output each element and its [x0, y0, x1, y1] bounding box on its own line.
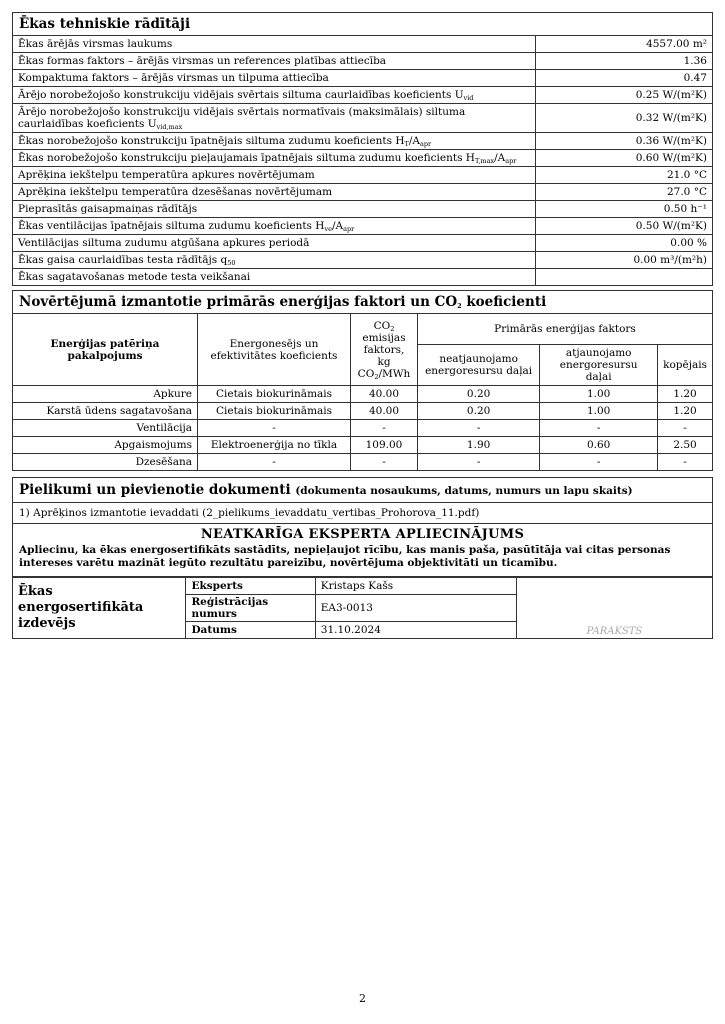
- date-label: Datums: [186, 622, 315, 639]
- attachment-item: 1) Aprēķinos izmantotie ievaddati (2_pielikums_ievaddatu_vertibas_Prohorova_11.pdf): [12, 503, 713, 524]
- technical-label: Kompaktuma faktors – ārējās virsmas un tilpuma attiecība: [13, 70, 536, 87]
- energy-factors-table: [12, 313, 713, 471]
- energy-row: [13, 386, 713, 403]
- energy-row: [13, 437, 713, 454]
- header-primary: Primārās enerģijas faktors: [418, 314, 713, 345]
- energy-row: [13, 454, 713, 471]
- header-renew: atjaunojamo energoresursu daļai: [540, 345, 658, 386]
- energy-cell-nonrenew: 0.20: [418, 403, 540, 420]
- energy-cell-nonrenew: 0.20: [418, 386, 540, 403]
- energy-cell-carrier: Cietais biokurināmais: [198, 403, 351, 420]
- technical-row: [13, 167, 713, 184]
- energy-cell-total: 1.20: [658, 403, 713, 420]
- energy-cell-carrier: -: [198, 454, 351, 471]
- technical-label: Ārējo norobežojošo konstrukciju vidējais svērtais normatīvais (maksimālais) siltuma caurlaidības koeficients $U_{vid,max}$: [13, 104, 536, 133]
- energy-cell-carrier: Cietais biokurināmais: [198, 386, 351, 403]
- energy-cell-carrier: Elektroenerģija no tīkla: [198, 437, 351, 454]
- energy-cell-renew: -: [540, 420, 658, 437]
- technical-value: 0.00 m³/(m²h): [536, 252, 713, 269]
- energy-cell-service: Karstā ūdens sagatavošana: [13, 403, 198, 420]
- header-total: kopējais: [658, 345, 713, 386]
- energy-cell-renew: -: [540, 454, 658, 471]
- registration-label: Reģistrācijas numurs: [186, 595, 315, 622]
- technical-row: [13, 87, 713, 104]
- technical-value: 1.36: [536, 53, 713, 70]
- technical-value: 0.47: [536, 70, 713, 87]
- technical-value: 0.00 %: [536, 235, 713, 252]
- attachments-title: Pielikumi un pievienotie dokumenti (dokumenta nosaukums, datums, numurs un lapu skaits): [12, 477, 713, 503]
- technical-row: [13, 218, 713, 235]
- energy-cell-co2: -: [351, 454, 418, 471]
- technical-row: [13, 70, 713, 87]
- energy-cell-total: 1.20: [658, 386, 713, 403]
- technical-row: [13, 104, 713, 133]
- technical-value: 4557.00 m²: [536, 36, 713, 53]
- issuer-table: [12, 577, 713, 639]
- energy-cell-nonrenew: -: [418, 420, 540, 437]
- energy-cell-total: -: [658, 454, 713, 471]
- expert-name: Kristaps Kašs: [315, 578, 516, 595]
- technical-table: [12, 35, 713, 286]
- technical-label: Ārējo norobežojošo konstrukciju vidējais svērtais siltuma caurlaidības koeficients $U_{vid}$: [13, 87, 536, 104]
- signature-field: PARAKSTS: [516, 578, 712, 639]
- technical-value: 0.36 W/(m²K): [536, 133, 713, 150]
- energy-cell-renew: 1.00: [540, 403, 658, 420]
- energy-cell-co2: -: [351, 420, 418, 437]
- energy-cell-total: -: [658, 420, 713, 437]
- technical-value: 0.25 W/(m²K): [536, 87, 713, 104]
- technical-row: [13, 36, 713, 53]
- technical-row: [13, 269, 713, 286]
- energy-cell-service: Apkure: [13, 386, 198, 403]
- technical-row: [13, 150, 713, 167]
- technical-row: [13, 201, 713, 218]
- issuer-title: Ēkas energosertifikāta izdevējs: [13, 578, 186, 639]
- technical-row: [13, 184, 713, 201]
- header-co2: $CO_2$ emisijas faktors, kg $CO_2$/MWh: [351, 314, 418, 386]
- technical-value: [536, 269, 713, 286]
- technical-label: Ēkas ventilācijas īpatnējais siltuma zudumu koeficients $H_{ve}/A_{apr}$: [13, 218, 536, 235]
- technical-row: [13, 235, 713, 252]
- expert-statement-title: NEATKARĪGA EKSPERTA APLIECINĀJUMS: [200, 527, 525, 542]
- technical-label: Ventilācijas siltuma zudumu atgūšana apkures periodā: [13, 235, 536, 252]
- energy-cell-service: Dzesēšana: [13, 454, 198, 471]
- technical-value: 21.0 °C: [536, 167, 713, 184]
- technical-label: Ēkas sagatavošanas metode testa veikšanai: [13, 269, 536, 286]
- energy-section-title: Novērtējumā izmantotie primārās enerģijas faktori un $CO_2$ koeficienti: [12, 290, 713, 313]
- technical-value: 0.32 W/(m²K): [536, 104, 713, 133]
- registration-number: EA3-0013: [315, 595, 516, 622]
- expert-statement: [12, 524, 713, 577]
- technical-section-title: Ēkas tehniskie rādītāji: [12, 12, 713, 35]
- technical-label: Ēkas formas faktors – ārējās virsmas un references platības attiecība: [13, 53, 536, 70]
- energy-cell-nonrenew: 1.90: [418, 437, 540, 454]
- energy-cell-total: 2.50: [658, 437, 713, 454]
- energy-cell-service: Apgaismojums: [13, 437, 198, 454]
- energy-cell-co2: 109.00: [351, 437, 418, 454]
- technical-row: [13, 53, 713, 70]
- technical-label: Ēkas gaisa caurlaidības testa rādītājs $q_{50}$: [13, 252, 536, 269]
- energy-cell-service: Ventilācija: [13, 420, 198, 437]
- technical-label: Ēkas norobežojošo konstrukciju īpatnējais siltuma zudumu koeficients $H_T/A_{apr}$: [13, 133, 536, 150]
- expert-label: Eksperts: [186, 578, 315, 595]
- expert-statement-text: Apliecinu, ka ēkas energosertifikāts sastādīts, nepieļaujot rīcību, kas manis paša, pasūtītāja vai citas personas intereses varētu mazināt iegūto rezultātu pareizību, novērtējuma objektivitāti un ticamību.: [19, 544, 671, 569]
- header-service: Enerģijas patēriņa pakalpojums: [13, 314, 198, 386]
- energy-row: [13, 403, 713, 420]
- header-carrier: Energonesējs un efektivitātes koeficients: [198, 314, 351, 386]
- technical-label: Ēkas norobežojošo konstrukciju pieļaujamais īpatnējais siltuma zudumu koeficients $H_{T,max}/A_{apr}$: [13, 150, 536, 167]
- energy-cell-co2: 40.00: [351, 386, 418, 403]
- technical-value: 0.50 W/(m²K): [536, 218, 713, 235]
- energy-row: [13, 420, 713, 437]
- technical-label: Aprēķina iekštelpu temperatūra dzesēšanas novērtējumam: [13, 184, 536, 201]
- page-number: 2: [359, 992, 366, 1005]
- header-nonrenew: neatjaunojamo energoresursu daļai: [418, 345, 540, 386]
- technical-value: 27.0 °C: [536, 184, 713, 201]
- energy-cell-co2: 40.00: [351, 403, 418, 420]
- certificate-page: [12, 12, 713, 639]
- technical-row: [13, 133, 713, 150]
- technical-value: 0.50 h⁻¹: [536, 201, 713, 218]
- technical-label: Ēkas ārējās virsmas laukums: [13, 36, 536, 53]
- energy-cell-renew: 1.00: [540, 386, 658, 403]
- technical-row: [13, 252, 713, 269]
- energy-cell-nonrenew: -: [418, 454, 540, 471]
- energy-cell-renew: 0.60: [540, 437, 658, 454]
- date-value: 31.10.2024: [315, 622, 516, 639]
- energy-cell-carrier: -: [198, 420, 351, 437]
- technical-label: Aprēķina iekštelpu temperatūra apkures novērtējumam: [13, 167, 536, 184]
- technical-label: Pieprasītās gaisapmaiņas rādītājs: [13, 201, 536, 218]
- technical-value: 0.60 W/(m²K): [536, 150, 713, 167]
